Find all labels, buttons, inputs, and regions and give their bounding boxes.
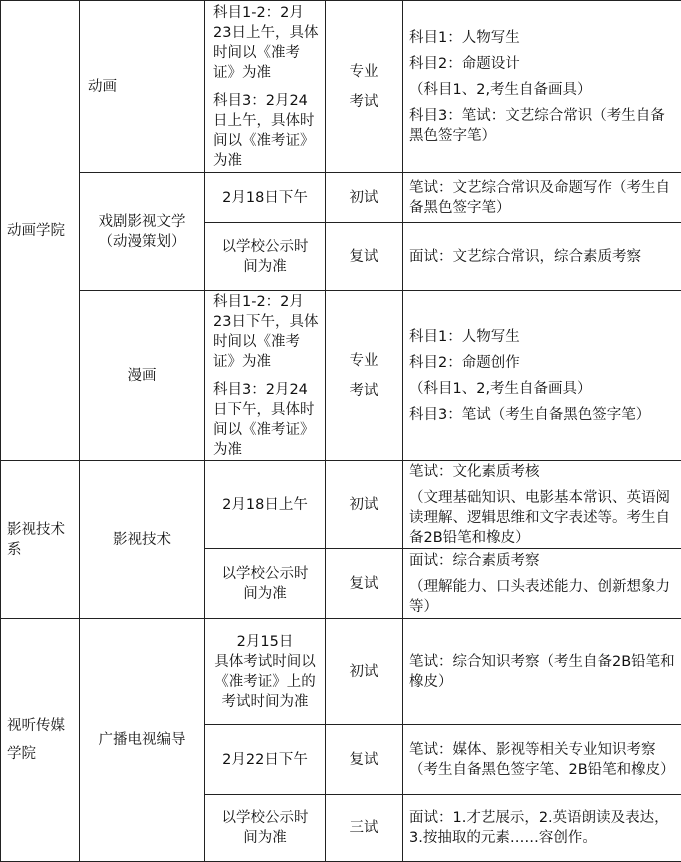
content-line: 面试：综合素质考察 [409, 551, 675, 571]
major-cell [80, 291, 205, 461]
content-line: 科目2：命题创作 [409, 353, 675, 373]
table-row [1, 173, 681, 223]
exam-type-cell [326, 461, 403, 549]
major-cell [80, 1, 205, 173]
content-line: 科目1：人物写生 [409, 327, 675, 347]
college-name: 动画学院 [7, 223, 65, 239]
time-line: 以学校公示时间为准 [215, 564, 315, 604]
exam-type: 复试 [350, 249, 379, 265]
time-line: 2月18日上午 [222, 497, 308, 513]
time-cell [205, 1, 326, 173]
table-row [1, 291, 681, 461]
time-cell [205, 725, 326, 795]
content-line: 科目3：笔试：文艺综合常识（考生自备黑色签字笔） [409, 106, 675, 146]
major-name: 戏剧影视文学（动漫策划） [87, 212, 197, 252]
time-line: 以学校公示时间为准 [215, 237, 315, 277]
time-line: 2月18日下午 [222, 190, 308, 206]
major-name: 广播电视编导 [99, 732, 186, 748]
major-name: 动画 [88, 79, 117, 95]
content-line: 笔试：综合知识考察（考生自备2B铅笔和橡皮） [409, 652, 675, 692]
time-cell [205, 173, 326, 223]
exam-type-cell [326, 795, 403, 862]
content-line: （理解能力、口头表述能力、创新想象力等） [409, 577, 675, 617]
exam-type-cell [326, 549, 403, 619]
exam-type-cell [326, 291, 403, 461]
exam-type: 复试 [350, 752, 379, 768]
content-cell [403, 291, 681, 461]
time-line: 以学校公示时间为准 [215, 808, 315, 848]
college-cell [1, 619, 80, 862]
content-cell [403, 795, 681, 862]
major-cell [80, 619, 205, 862]
time-cell [205, 549, 326, 619]
exam-type-cell [326, 223, 403, 291]
content-line: （科目1、2,考生自备画具） [409, 379, 675, 399]
content-cell [403, 223, 681, 291]
major-name: 影视技术 [113, 532, 171, 548]
content-line: （科目1、2,考生自备画具） [409, 80, 675, 100]
exam-type-cell [326, 1, 403, 173]
table-row [1, 619, 681, 725]
major-cell [80, 173, 205, 291]
time-line: 科目3：2月24日上午，具体时间以《准考证》为准 [213, 91, 319, 171]
exam-type-cell [326, 173, 403, 223]
time-cell [205, 461, 326, 549]
content-cell [403, 1, 681, 173]
content-line: 笔试：文化素质考核 [409, 462, 675, 482]
content-cell [403, 461, 681, 549]
time-line: 具体考试时间以《准考证》上的考试时间为准 [211, 652, 319, 712]
exam-type: 专业考试 [346, 57, 382, 117]
college-cell [1, 461, 80, 619]
content-cell [403, 173, 681, 223]
major-name: 漫画 [128, 368, 157, 384]
exam-type: 复试 [350, 576, 379, 592]
table-row [1, 1, 681, 173]
time-cell [205, 291, 326, 461]
exam-type-cell [326, 725, 403, 795]
content-line: 面试：文艺综合常识，综合素质考察 [409, 247, 675, 267]
content-line: （文理基础知识、电影基本常识、英语阅读理解、逻辑思维和文字表述等。考生自备2B铅笔和橡皮） [409, 488, 675, 548]
college-name: 影视技术系 [7, 520, 69, 560]
college-name: 视听传媒学院 [7, 712, 69, 768]
time-line: 2月22日下午 [222, 752, 308, 768]
content-cell [403, 725, 681, 795]
time-line: 2月15日 [211, 632, 319, 652]
time-cell [205, 795, 326, 862]
college-cell [1, 1, 80, 461]
content-line: 科目3：笔试（考生自备黑色签字笔） [409, 405, 675, 425]
time-line: 科目1-2：2月23日下午，具体时间以《准考证》为准 [213, 292, 319, 372]
content-cell [403, 549, 681, 619]
content-line: 科目2：命题设计 [409, 54, 675, 74]
time-line: 科目1-2：2月23日上午，具体时间以《准考证》为准 [213, 3, 319, 83]
exam-type: 初试 [350, 497, 379, 513]
exam-type: 初试 [350, 664, 379, 680]
content-line: 面试：1.才艺展示，2.英语朗读及表达，3.按抽取的元素……容创作。 [409, 808, 675, 848]
time-line: 科目3：2月24日下午，具体时间以《准考证》为准 [213, 380, 319, 460]
exam-type: 三试 [350, 820, 379, 836]
exam-type: 专业考试 [346, 346, 382, 406]
major-cell [80, 461, 205, 619]
exam-type: 初试 [350, 190, 379, 206]
content-cell [403, 619, 681, 725]
content-line: 笔试：文艺综合常识及命题写作（考生自备黑色签字笔） [409, 178, 675, 218]
content-line: 科目1：人物写生 [409, 28, 675, 48]
table-row [1, 461, 681, 549]
time-cell [205, 223, 326, 291]
time-cell [205, 619, 326, 725]
exam-type-cell [326, 619, 403, 725]
content-line: 笔试：媒体、影视等相关专业知识考察（考生自备黑色签字笔、2B铅笔和橡皮） [409, 740, 675, 780]
